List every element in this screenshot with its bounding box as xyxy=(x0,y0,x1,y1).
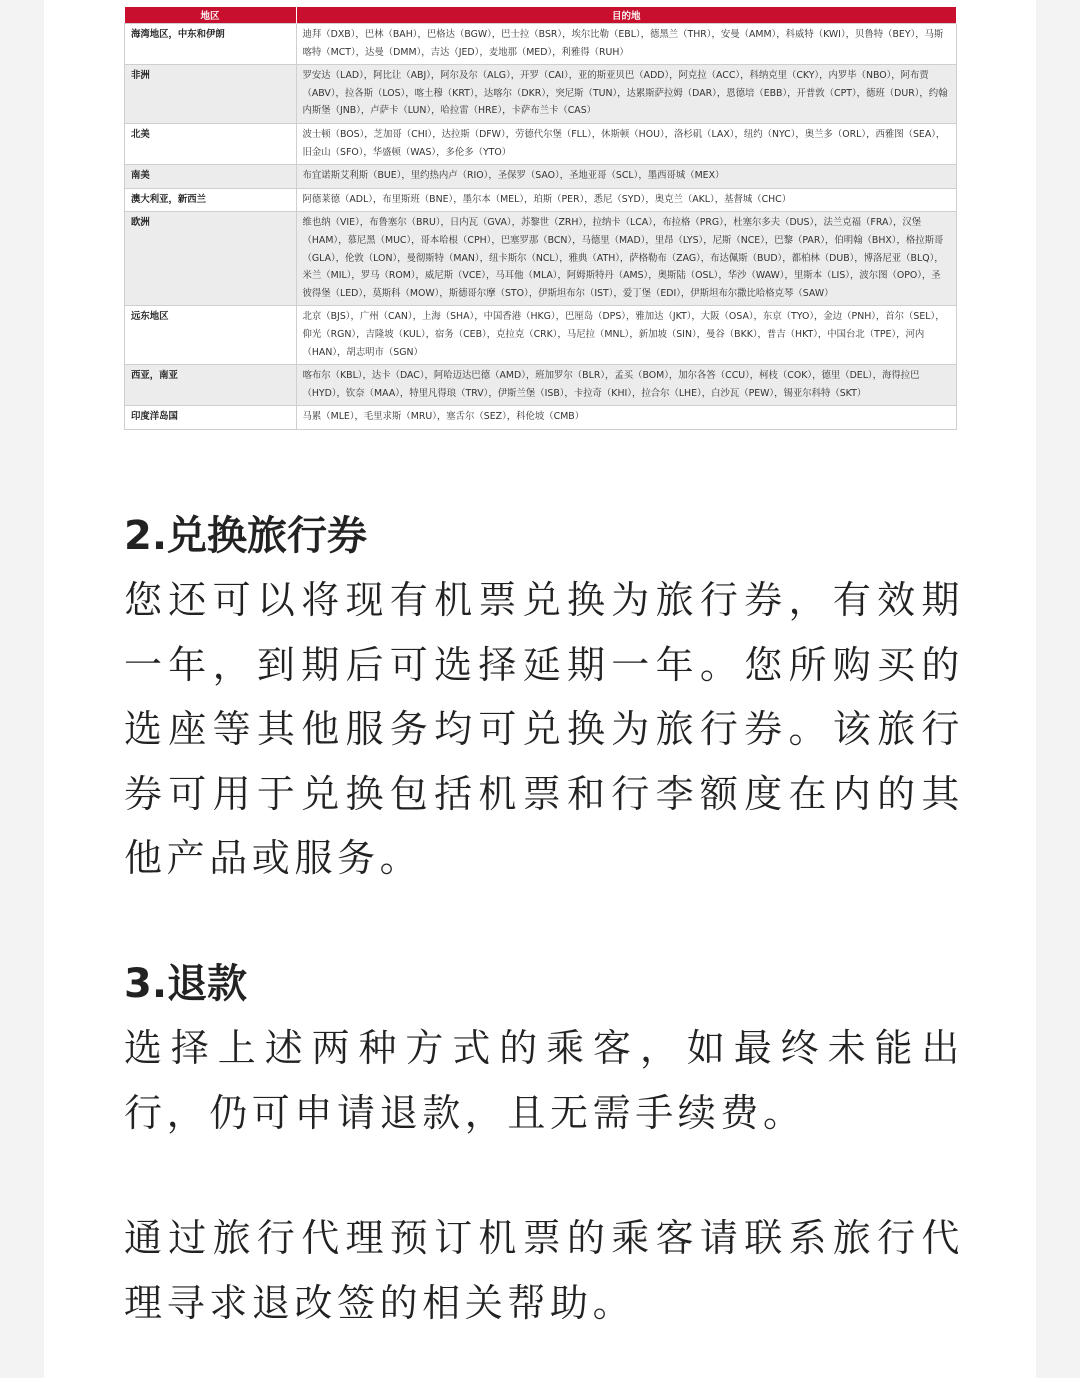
region-cell: 欧洲 xyxy=(125,212,297,306)
table-header-row xyxy=(125,7,957,24)
destinations-cell: 罗安达（LAD），阿比让（ABJ），阿尔及尔（ALG），开罗（CAI），亚的斯亚贝巴（ADD），阿克拉（ACC），科纳克里（CKY），内罗毕（NBO），阿布贾（ABV），拉各斯（LOS），喀土穆（KRT），达喀尔（DKR），突尼斯（TUN），达累斯萨拉姆（DAR），恩德培（EBB），开普敦（CPT），德班（DUR），约翰内斯堡（JNB），卢萨卡（LUN），哈拉雷（HRE），卡萨布兰卡（CAS） xyxy=(296,65,957,124)
voucher-paragraph: 您还可以将现有机票兑换为旅行券，有效期一年，到期后可选择延期一年。您所购买的选座等其他服务均可兑换为旅行券。该旅行券可用于兑换包括机票和行李额度在内的其他产品或服务。 xyxy=(124,578,964,880)
table-row xyxy=(125,65,957,124)
destinations-cell: 迪拜（DXB），巴林（BAH），巴格达（BGW），巴士拉（BSR），埃尔比勒（EBL），德黑兰（THR），安曼（AMM），科威特（KWI），贝鲁特（BEY），马斯喀特（MCT），达曼（DMM），吉达（JED），麦地那（MED），利雅得（RUH） xyxy=(296,24,957,65)
region-cell: 南美 xyxy=(125,165,297,189)
destinations-cell: 北京（BJS），广州（CAN），上海（SHA），中国香港（HKG），巴厘岛（DPS），雅加达（JKT），大阪（OSA），东京（TYO），金边（PNH），首尔（SEL），仰光（RGN），吉隆坡（KUL），宿务（CEB），克拉克（CRK），马尼拉（MNL），新加坡（SIN），曼谷（BKK），普吉（HKT），中国台北（TPE），河内（HAN），胡志明市（SGN） xyxy=(296,306,957,365)
region-cell: 非洲 xyxy=(125,65,297,124)
destination-table-wrapper xyxy=(124,7,957,430)
region-cell: 北美 xyxy=(125,123,297,164)
region-cell: 印度洋岛国 xyxy=(125,406,297,430)
region-cell: 海湾地区，中东和伊朗 xyxy=(125,24,297,65)
voucher-heading: 2.兑换旅行券 xyxy=(124,513,368,559)
table-row xyxy=(125,188,957,212)
travel-agent-paragraph: 通过旅行代理预订机票的乘客请联系旅行代理寻求退改签的相关帮助。 xyxy=(124,1216,964,1325)
refund-section xyxy=(124,960,964,1145)
destinations-cell: 布宜诺斯艾利斯（BUE），里约热内卢（RIO），圣保罗（SAO），圣地亚哥（SCL），墨西哥城（MEX） xyxy=(296,165,957,189)
table-row xyxy=(125,165,957,189)
refund-paragraph: 选择上述两种方式的乘客，如最终未能出行，仍可申请退款，且无需手续费。 xyxy=(124,1026,964,1135)
destinations-cell: 马累（MLE），毛里求斯（MRU），塞舌尔（SEZ），科伦坡（CMB） xyxy=(296,406,957,430)
destinations-cell: 波士顿（BOS），芝加哥（CHI），达拉斯（DFW），劳德代尔堡（FLL），休斯顿（HOU），洛杉矶（LAX），纽约（NYC），奥兰多（ORL），西雅图（SEA），旧金山（SFO），华盛顿（WAS），多伦多（YTO） xyxy=(296,123,957,164)
table-row xyxy=(125,212,957,306)
region-column-header: 地区 xyxy=(125,7,297,24)
table-row xyxy=(125,123,957,164)
voucher-section xyxy=(124,512,964,891)
region-cell: 澳大利亚，新西兰 xyxy=(125,188,297,212)
destinations-cell: 喀布尔（KBL），达卡（DAC），阿哈迈达巴德（AMD），班加罗尔（BLR），孟买（BOM），加尔各答（CCU），柯枝（COK），德里（DEL），海得拉巴（HYD），钦奈（MAA），特里凡得琅（TRV），伊斯兰堡（ISB），卡拉奇（KHI），拉合尔（LHE），白沙瓦（PEW），锡亚尔科特（SKT） xyxy=(296,365,957,406)
destinations-cell: 维也纳（VIE），布鲁塞尔（BRU），日内瓦（GVA），苏黎世（ZRH），拉纳卡（LCA），布拉格（PRG），杜塞尔多夫（DUS），法兰克福（FRA），汉堡（HAM），慕尼黑（MUC），哥本哈根（CPH），巴塞罗那（BCN），马德里（MAD），里昂（LYS），尼斯（NCE），巴黎（PAR），伯明翰（BHX），格拉斯哥（GLA），伦敦（LON），曼彻斯特（MAN），纽卡斯尔（NCL），雅典（ATH），萨格勒布（ZAG），布达佩斯（BUD），都柏林（DUB），博洛尼亚（BLQ），米兰（MIL），罗马（ROM），威尼斯（VCE），马耳他（MLA），阿姆斯特丹（AMS），奥斯陆（OSL），华沙（WAW），里斯本（LIS），波尔图（OPO），圣彼得堡（LED），莫斯科（MOW），斯德哥尔摩（STO），伊斯坦布尔（IST），爱丁堡（EDI），伊斯坦布尔撒比哈格克琴（SAW） xyxy=(296,212,957,306)
destination-table xyxy=(124,7,957,430)
table-row xyxy=(125,306,957,365)
article-page xyxy=(44,0,1036,1378)
table-row xyxy=(125,365,957,406)
refund-heading: 3.退款 xyxy=(124,961,248,1007)
table-row xyxy=(125,406,957,430)
destinations-cell: 阿德莱德（ADL），布里斯班（BNE），墨尔本（MEL），珀斯（PER），悉尼（SYD），奥克兰（AKL），基督城（CHC） xyxy=(296,188,957,212)
travel-agent-note xyxy=(124,1206,964,1335)
region-cell: 西亚，南亚 xyxy=(125,365,297,406)
table-row xyxy=(125,24,957,65)
region-cell: 远东地区 xyxy=(125,306,297,365)
destination-column-header: 目的地 xyxy=(296,7,957,24)
